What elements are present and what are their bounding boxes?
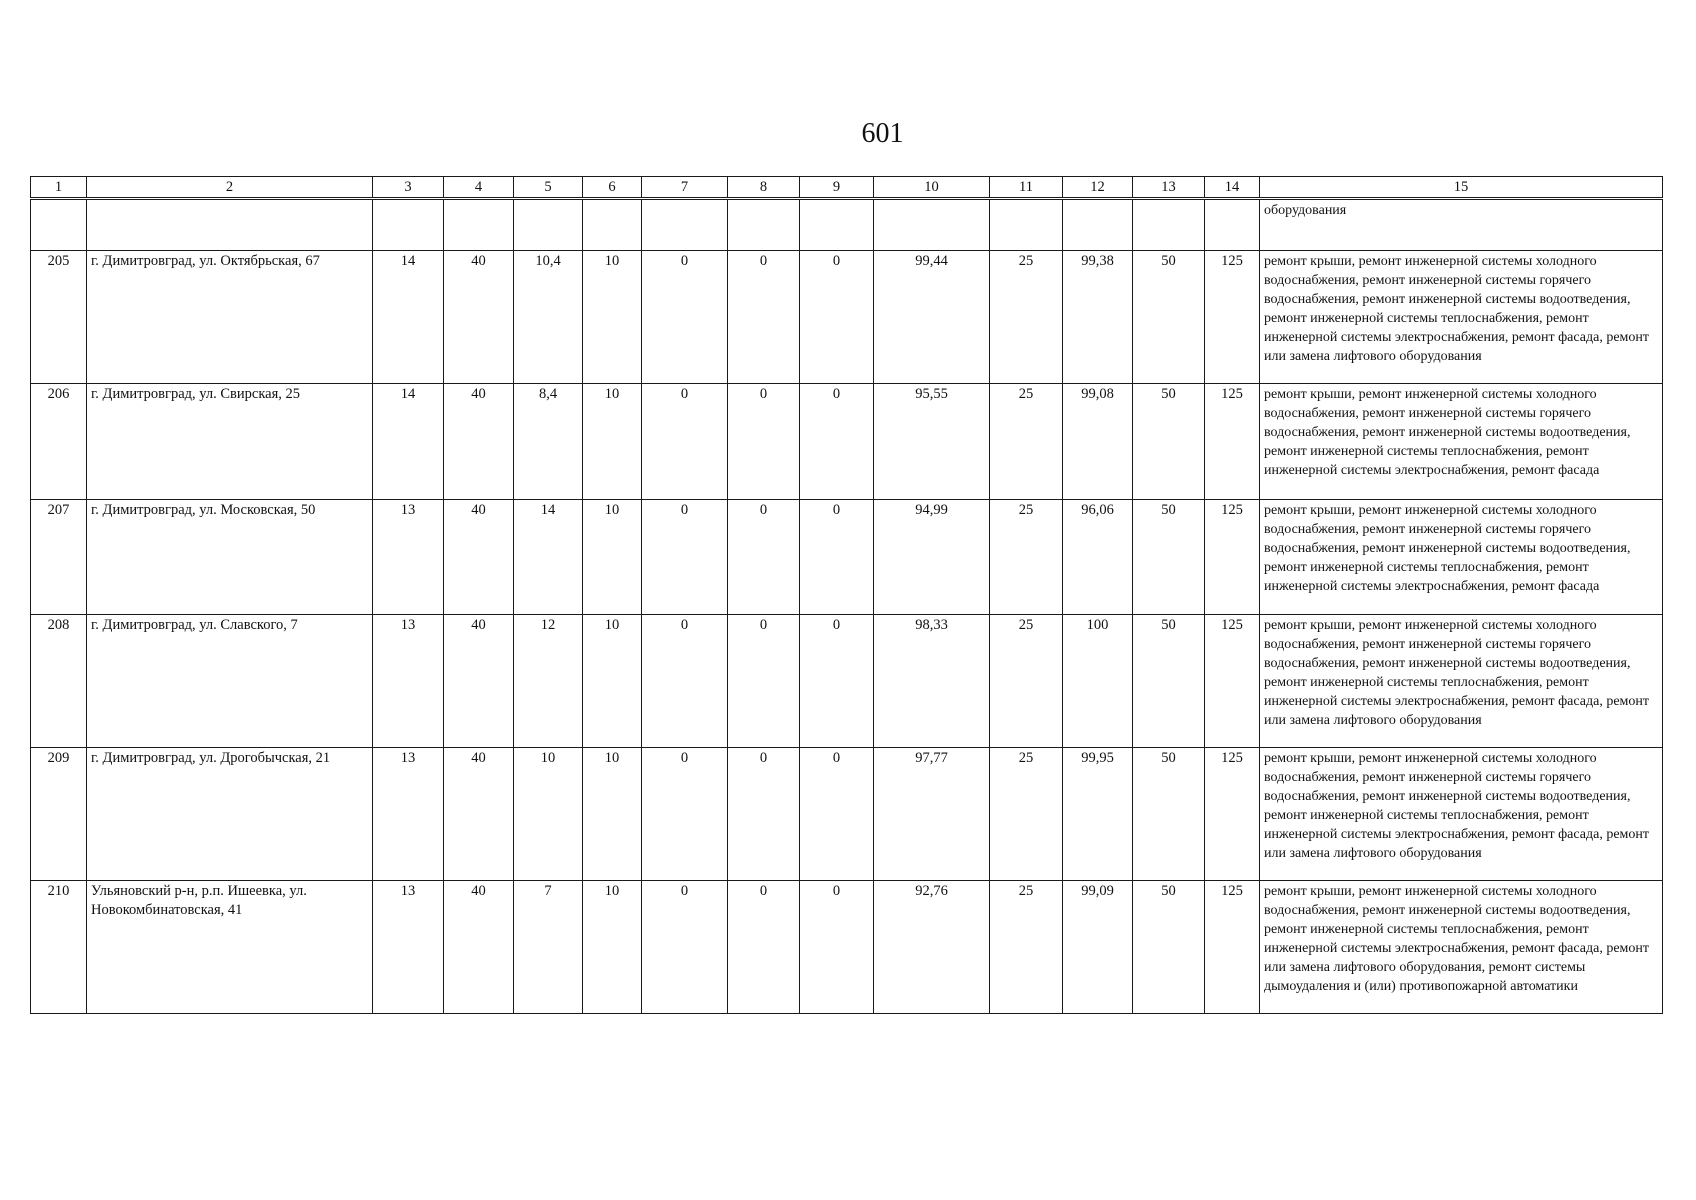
col-header-11: 11 [990, 177, 1063, 199]
works-cell: ремонт крыши, ремонт инженерной системы холодного водоснабжения, ремонт инженерной системы горячего водоснабжения, ремонт инженерной системы водоотведения, ремонт инженерной системы теплоснабжения, ремонт инженерной системы электроснабжения, ремонт фасада, ремонт или замена лифтового оборудования [1260, 748, 1663, 881]
table-row [31, 881, 1663, 1014]
col-header-6: 6 [583, 177, 642, 199]
cell-col-6: 10 [583, 251, 642, 384]
cell-col-8: 0 [728, 748, 800, 881]
cell-col-13: 50 [1133, 251, 1205, 384]
cell-col-11: 25 [990, 384, 1063, 500]
table-row [31, 384, 1663, 500]
address-cell: г. Димитровград, ул. Октябрьская, 67 [87, 251, 373, 384]
col-header-8: 8 [728, 177, 800, 199]
cell-col-4: 40 [444, 384, 514, 500]
cell-col-6: 10 [583, 615, 642, 748]
cell-col-9: 0 [800, 615, 874, 748]
cell-col-6: 10 [583, 384, 642, 500]
cell-col-11: 25 [990, 615, 1063, 748]
table-row [31, 500, 1663, 615]
cell-col-6: 10 [583, 748, 642, 881]
cell-col-3: 13 [373, 500, 444, 615]
cell-col-3: 13 [373, 748, 444, 881]
register-table [30, 176, 1663, 1014]
page-number: 601 [861, 118, 904, 149]
cell-col-11: 25 [990, 881, 1063, 1014]
cell-col-10: 99,44 [874, 251, 990, 384]
row-number: 205 [31, 251, 87, 384]
cell-col-8: 0 [728, 881, 800, 1014]
cell-col-8: 0 [728, 251, 800, 384]
col-header-7: 7 [642, 177, 728, 199]
cell-col-7: 0 [642, 881, 728, 1014]
address-cell: г. Димитровград, ул. Дрогобычская, 21 [87, 748, 373, 881]
works-cell: ремонт крыши, ремонт инженерной системы холодного водоснабжения, ремонт инженерной системы горячего водоснабжения, ремонт инженерной системы водоотведения, ремонт инженерной системы теплоснабжения, ремонт инженерной системы электроснабжения, ремонт фасада [1260, 384, 1663, 500]
cell-col-5: 10 [514, 748, 583, 881]
table-row [31, 748, 1663, 881]
cell-col-5: 14 [514, 500, 583, 615]
cell-col-7: 0 [642, 251, 728, 384]
cell-col-9: 0 [800, 881, 874, 1014]
cell-col-12: 99,08 [1063, 384, 1133, 500]
cell-col-4: 40 [444, 748, 514, 881]
cell-col-12: 100 [1063, 615, 1133, 748]
cell-col-14: 125 [1205, 615, 1260, 748]
cell-col-3: 13 [373, 615, 444, 748]
cell-col-7: 0 [642, 748, 728, 881]
cell-col-4: 40 [444, 881, 514, 1014]
cell-col-12: 99,09 [1063, 881, 1133, 1014]
works-cell: ремонт крыши, ремонт инженерной системы холодного водоснабжения, ремонт инженерной системы водоотведения, ремонт инженерной системы теплоснабжения, ремонт инженерной системы электроснабжения, ремонт фасада, ремонт или замена лифтового оборудования, ремонт системы дымоудаления и (или) противопожарной автоматики [1260, 881, 1663, 1014]
col-header-15: 15 [1260, 177, 1663, 199]
cell-col-5: 12 [514, 615, 583, 748]
cell-col-3: 14 [373, 251, 444, 384]
address-cell: г. Димитровград, ул. Московская, 50 [87, 500, 373, 615]
col-header-1: 1 [31, 177, 87, 199]
cell-col-14: 125 [1205, 251, 1260, 384]
cell-col-14: 125 [1205, 384, 1260, 500]
cell-col-6: 10 [583, 500, 642, 615]
cell-col-7: 0 [642, 500, 728, 615]
cell-col-11: 25 [990, 251, 1063, 384]
cell-col-13: 50 [1133, 615, 1205, 748]
cell-col-4: 40 [444, 251, 514, 384]
col-header-14: 14 [1205, 177, 1260, 199]
cell-col-5: 10,4 [514, 251, 583, 384]
col-header-12: 12 [1063, 177, 1133, 199]
cell-col-12: 99,95 [1063, 748, 1133, 881]
cell-col-5: 7 [514, 881, 583, 1014]
row-number: 209 [31, 748, 87, 881]
cell-col-14: 125 [1205, 748, 1260, 881]
cell-col-8: 0 [728, 500, 800, 615]
row-number: 208 [31, 615, 87, 748]
cell-col-7: 0 [642, 615, 728, 748]
cell-col-13: 50 [1133, 748, 1205, 881]
continuation-row [31, 199, 1663, 251]
col-header-3: 3 [373, 177, 444, 199]
col-header-9: 9 [800, 177, 874, 199]
col-header-10: 10 [874, 177, 990, 199]
works-cell: ремонт крыши, ремонт инженерной системы холодного водоснабжения, ремонт инженерной системы горячего водоснабжения, ремонт инженерной системы водоотведения, ремонт инженерной системы теплоснабжения, ремонт инженерной системы электроснабжения, ремонт фасада [1260, 500, 1663, 615]
col-header-4: 4 [444, 177, 514, 199]
row-number: 210 [31, 881, 87, 1014]
cell-col-6: 10 [583, 881, 642, 1014]
cell-col-10: 97,77 [874, 748, 990, 881]
cell-col-10: 98,33 [874, 615, 990, 748]
cell-col-4: 40 [444, 615, 514, 748]
address-cell: Ульяновский р-н, р.п. Ишеевка, ул. Новокомбинатовская, 41 [87, 881, 373, 1014]
cell-col-12: 96,06 [1063, 500, 1133, 615]
col-header-2: 2 [87, 177, 373, 199]
continuation-text: оборудования [1260, 199, 1663, 251]
works-cell: ремонт крыши, ремонт инженерной системы холодного водоснабжения, ремонт инженерной системы горячего водоснабжения, ремонт инженерной системы водоотведения, ремонт инженерной системы теплоснабжения, ремонт инженерной системы электроснабжения, ремонт фасада, ремонт или замена лифтового оборудования [1260, 251, 1663, 384]
cell-col-9: 0 [800, 748, 874, 881]
column-number-row [31, 177, 1663, 199]
cell-col-3: 14 [373, 384, 444, 500]
col-header-13: 13 [1133, 177, 1205, 199]
cell-col-10: 92,76 [874, 881, 990, 1014]
address-cell: г. Димитровград, ул. Свирская, 25 [87, 384, 373, 500]
cell-col-13: 50 [1133, 384, 1205, 500]
row-number: 206 [31, 384, 87, 500]
cell-col-12: 99,38 [1063, 251, 1133, 384]
address-cell: г. Димитровград, ул. Славского, 7 [87, 615, 373, 748]
col-header-5: 5 [514, 177, 583, 199]
cell-col-11: 25 [990, 748, 1063, 881]
cell-col-14: 125 [1205, 500, 1260, 615]
cell-col-7: 0 [642, 384, 728, 500]
table-row [31, 615, 1663, 748]
cell-col-9: 0 [800, 384, 874, 500]
cell-col-10: 95,55 [874, 384, 990, 500]
cell-col-8: 0 [728, 615, 800, 748]
row-number: 207 [31, 500, 87, 615]
cell-col-8: 0 [728, 384, 800, 500]
cell-col-14: 125 [1205, 881, 1260, 1014]
works-cell: ремонт крыши, ремонт инженерной системы холодного водоснабжения, ремонт инженерной системы горячего водоснабжения, ремонт инженерной системы водоотведения, ремонт инженерной системы теплоснабжения, ремонт инженерной системы электроснабжения, ремонт фасада, ремонт или замена лифтового оборудования [1260, 615, 1663, 748]
cell-col-3: 13 [373, 881, 444, 1014]
cell-col-13: 50 [1133, 881, 1205, 1014]
table-row [31, 251, 1663, 384]
cell-col-4: 40 [444, 500, 514, 615]
cell-col-11: 25 [990, 500, 1063, 615]
cell-col-9: 0 [800, 251, 874, 384]
cell-col-10: 94,99 [874, 500, 990, 615]
cell-col-13: 50 [1133, 500, 1205, 615]
cell-col-9: 0 [800, 500, 874, 615]
cell-col-5: 8,4 [514, 384, 583, 500]
